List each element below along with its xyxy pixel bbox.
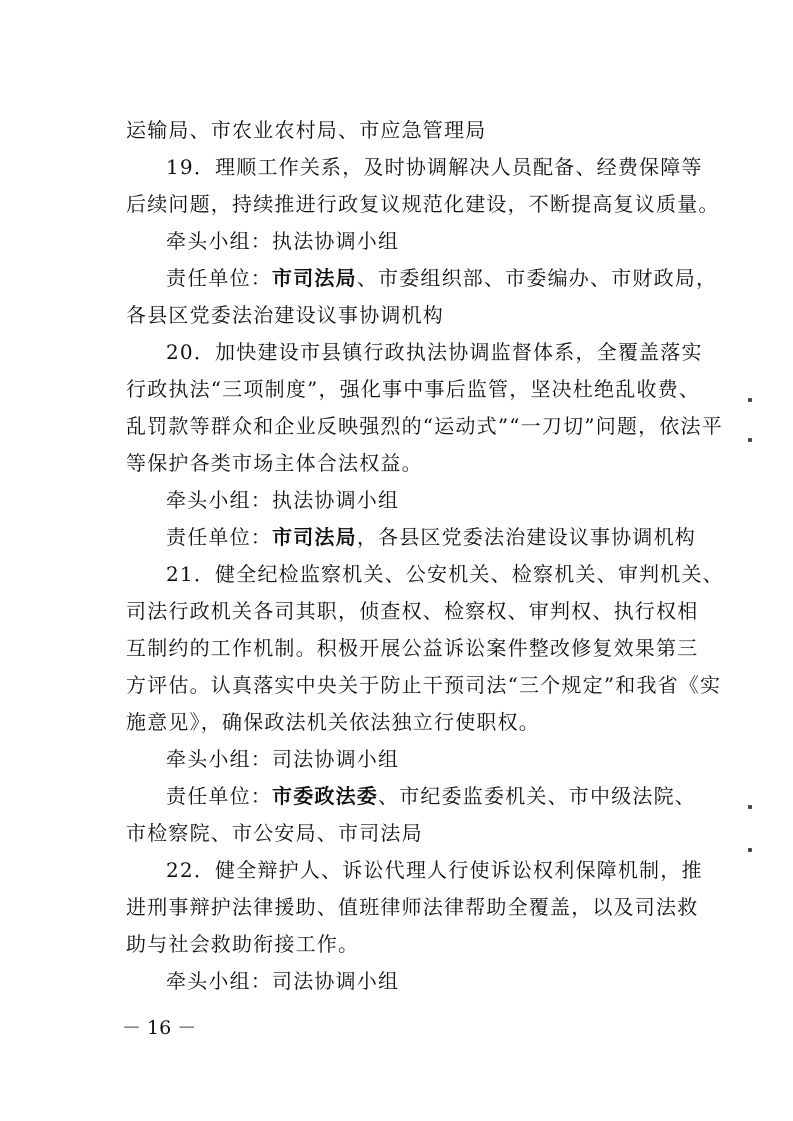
text-line: 方评估。认真落实中央关于防止干预司法“三个规定”和我省《实	[126, 673, 722, 697]
other-units: ，各县区党委法治建设议事协调机构	[356, 525, 697, 549]
responsible-unit-line	[166, 780, 696, 812]
text-line: 后续问题，持续推进行政复议规范化建设，不断提高复议质量。	[126, 192, 720, 216]
text-line: 运输局、市农业农村局、市应急管理局	[126, 118, 487, 142]
lead-group-line: 牵头小组：司法协调小组	[166, 969, 400, 993]
other-units: 、市纪委监委机关、市中级法院、	[378, 784, 696, 808]
lead-group-line: 牵头小组：执法协调小组	[166, 488, 400, 512]
text-line: 乱罚款等群众和企业反映强烈的“运动式”“一刀切”问题，依法平	[126, 414, 723, 438]
item-19-line: 19．理顺工作关系，及时协调解决人员配备、经费保障等	[166, 155, 703, 179]
text-line: 司法行政机关各司其职，侦查权、检察权、审判权、执行权相	[126, 599, 699, 623]
lead-unit: 市司法局	[272, 266, 357, 290]
text-line: 进刑事辩护法律援助、值班律师法律帮助全覆盖，以及司法救	[126, 895, 699, 919]
item-22-line: 22．健全辩护人、诉讼代理人行使诉讼权利保障机制，推	[166, 858, 703, 882]
lead-unit: 市司法局	[272, 525, 357, 549]
text-line: 行政执法“三项制度”，强化事中事后监管，坚决杜绝乱收费、	[126, 377, 701, 401]
item-20-line: 20．加快建设市县镇行政执法协调监督体系，全覆盖落实	[166, 340, 703, 364]
page-number: － 16 －	[122, 1017, 197, 1039]
text-line: 市检察院、市公安局、市司法局	[126, 821, 423, 845]
binding-mark	[748, 438, 752, 442]
responsible-unit-line	[166, 262, 717, 294]
item-21-line: 21．健全纪检监察机关、公安机关、检察机关、审判机关、	[166, 562, 724, 586]
binding-mark	[748, 805, 752, 809]
responsible-unit-line	[166, 521, 696, 553]
text-line: 施意见》，确保政法机关依法独立行使职权。	[126, 710, 540, 734]
text-line: 等保护各类市场主体合法权益。	[126, 451, 423, 475]
text-line: 互制约的工作机制。积极开展公益诉讼案件整改修复效果第三	[126, 636, 699, 660]
lead-group-line: 牵头小组：执法协调小组	[166, 229, 400, 253]
binding-mark	[748, 398, 752, 402]
binding-mark	[748, 848, 752, 852]
text-line: 各县区党委法治建设议事协调机构	[126, 303, 444, 327]
lead-group-line: 牵头小组：司法协调小组	[166, 747, 400, 771]
text-line: 助与社会救助衔接工作。	[126, 932, 360, 956]
label: 责任单位：	[166, 784, 272, 808]
label: 责任单位：	[166, 525, 272, 549]
lead-unit: 市委政法委	[272, 784, 378, 808]
label: 责任单位：	[166, 266, 272, 290]
other-units: 、市委组织部、市委编办、市财政局，	[356, 266, 718, 290]
